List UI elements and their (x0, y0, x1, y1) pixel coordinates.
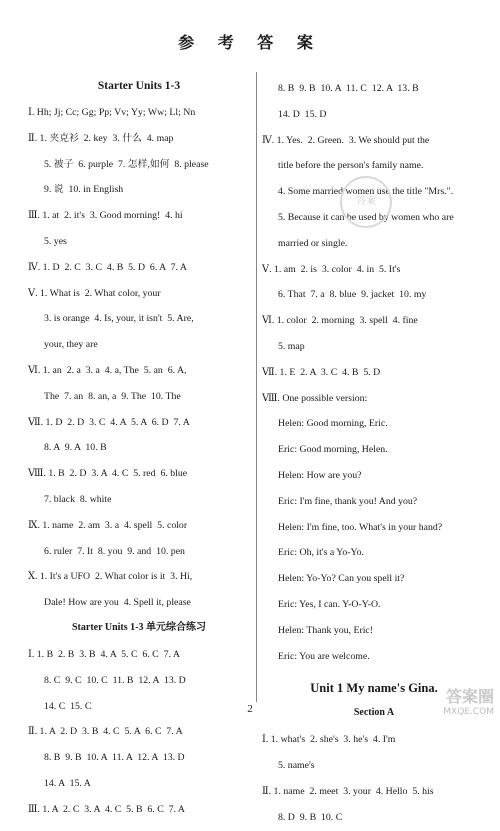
answer-line: 8. D 9. B 10. C (278, 811, 343, 823)
corner-watermark-url: MXQE.COM (443, 707, 494, 717)
watermark-logo: 答案 (340, 176, 392, 228)
answer-line: Helen: I'm fine, too. What's in your hand? (278, 521, 443, 533)
unit-heading: Unit 1 My name's Gina. (310, 681, 438, 696)
answer-line: 14. C 15. C (44, 700, 92, 712)
answer-line: Ⅰ. 1. what's 2. she's 3. he's 4. I'm (262, 734, 396, 746)
answer-line: Eric: Yes, I can. Y-O-Y-O. (278, 598, 381, 610)
left-answers-2 (28, 642, 250, 823)
answer-line: Ⅸ. 1. name 2. am 3. a 4. spell 5. color (28, 519, 188, 531)
answer-line: married or single. (278, 237, 348, 249)
answer-line: 14. D 15. D (278, 108, 327, 120)
answer-line: Dale! How are you 4. Spell it, please (44, 597, 191, 609)
answer-line: Eric: Good morning, Helen. (278, 444, 388, 456)
answer-line: Ⅵ. 1. color 2. morning 3. spell 4. fine (262, 315, 418, 327)
answer-line: Ⅱ. 1. A 2. D 3. B 4. C 5. A 6. C 7. A (28, 726, 183, 738)
section-a-heading: Section A (353, 707, 395, 719)
answer-line: Ⅶ. 1. D 2. D 3. C 4. A 5. A 6. D 7. A (28, 416, 190, 428)
answer-line: Ⅹ. 1. It's a UFO 2. What color is it 3. Hi, (28, 571, 193, 583)
answer-line: Helen: Yo-Yo? Can you spell it? (278, 573, 405, 585)
answer-line: Ⅰ. Hh; Jj; Cc; Gg; Pp; Vv; Yy; Ww; Ll; Nn (28, 107, 196, 118)
answer-line: 9. 说 10. in English (44, 184, 124, 196)
answer-line: 5. map (278, 340, 305, 352)
answer-line: Eric: I'm fine, thank you! And you? (278, 495, 418, 507)
answer-line: Ⅰ. 1. B 2. B 3. B 4. A 5. C 6. C 7. A (28, 648, 180, 660)
answer-line: Ⅲ. 1. at 2. it's 3. Good morning! 4. hi (28, 210, 183, 222)
answer-line: Ⅲ. 1. A 2. C 3. A 4. C 5. B 6. C 7. A (28, 803, 185, 815)
answer-line: 6. ruler 7. It 8. you 9. and 10. pen (44, 545, 185, 557)
answer-line: Ⅳ. 1. D 2. C 3. C 4. B 5. D 6. A 7. A (28, 261, 187, 273)
column-divider (256, 72, 257, 702)
answer-line: Ⅷ. 1. B 2. D 3. A 4. C 5. red 6. blue (28, 468, 188, 480)
section-heading-starter-review: Starter Units 1-3 单元综合练习 (72, 621, 206, 633)
answer-line: 3. is orange 4. Is, your, it isn't 5. Are, (44, 313, 194, 325)
answer-line: title before the person's family name. (278, 160, 424, 172)
left-answers-1 (28, 100, 250, 616)
page-title: 参 考 答 案 (178, 33, 322, 52)
answer-line: 6. That 7. a 8. blue 9. jacket 10. my (278, 289, 427, 301)
answer-line: Helen: Good morning, Eric. (278, 418, 388, 430)
answer-line: Helen: Thank you, Eric! (278, 624, 374, 636)
answer-line: 5. yes (44, 235, 67, 247)
answer-line: 8. B 9. B 10. A 11. C 12. A 13. B (278, 83, 419, 94)
answer-line: Ⅵ. 1. an 2. a 3. a 4. a, The 5. an 6. A, (28, 364, 187, 376)
answer-line: Ⅱ. 1. name 2. meet 3. your 4. Hello 5. his (262, 785, 434, 797)
corner-watermark-title: 答案圈 (445, 687, 494, 706)
section-heading-starter: Starter Units 1-3 (97, 80, 181, 92)
page-number: 2 (247, 703, 253, 715)
answer-line: 8. C 9. C 10. C 11. B 12. A 13. D (44, 674, 186, 686)
answer-line: 4. Some married women use the title "Mrs.". (278, 186, 454, 198)
answer-line: 8. B 9. B 10. A 11. A 12. A 13. D (44, 752, 185, 764)
right-answers-2 (262, 727, 486, 830)
right-answers-1 (262, 76, 486, 669)
answer-line: 7. black 8. white (44, 493, 112, 505)
answer-line: Ⅶ. 1. E 2. A 3. C 4. B 5. D (262, 366, 381, 378)
answer-line: Ⅴ. 1. am 2. is 3. color 4. in 5. It's (262, 263, 401, 275)
answer-line: The 7. an 8. an, a 9. The 10. The (44, 390, 181, 402)
answer-line: 8. A 9. A 10. B (44, 442, 107, 454)
answer-line: Ⅴ. 1. What is 2. What color, your (28, 287, 161, 299)
answer-line: 5. name's (278, 760, 315, 772)
answer-line: 5. 被子 6. purple 7. 怎样,如何 8. please (44, 158, 209, 170)
answer-line: Ⅷ. One possible version: (262, 392, 368, 404)
answer-line: Eric: You are welcome. (278, 650, 370, 662)
answer-line: Ⅳ. 1. Yes. 2. Green. 3. We should put the (262, 134, 430, 146)
answer-line: 5. Because it can be used by women who are (278, 211, 454, 223)
answer-line: your, they are (44, 339, 98, 351)
answer-line: Helen: How are you? (278, 469, 362, 481)
answer-line: 14. A 15. A (44, 777, 91, 789)
answer-line: Eric: Oh, it's a Yo-Yo. (278, 547, 364, 559)
answer-line: Ⅱ. 1. 夹克衫 2. key 3. 什么 4. map (28, 132, 174, 144)
